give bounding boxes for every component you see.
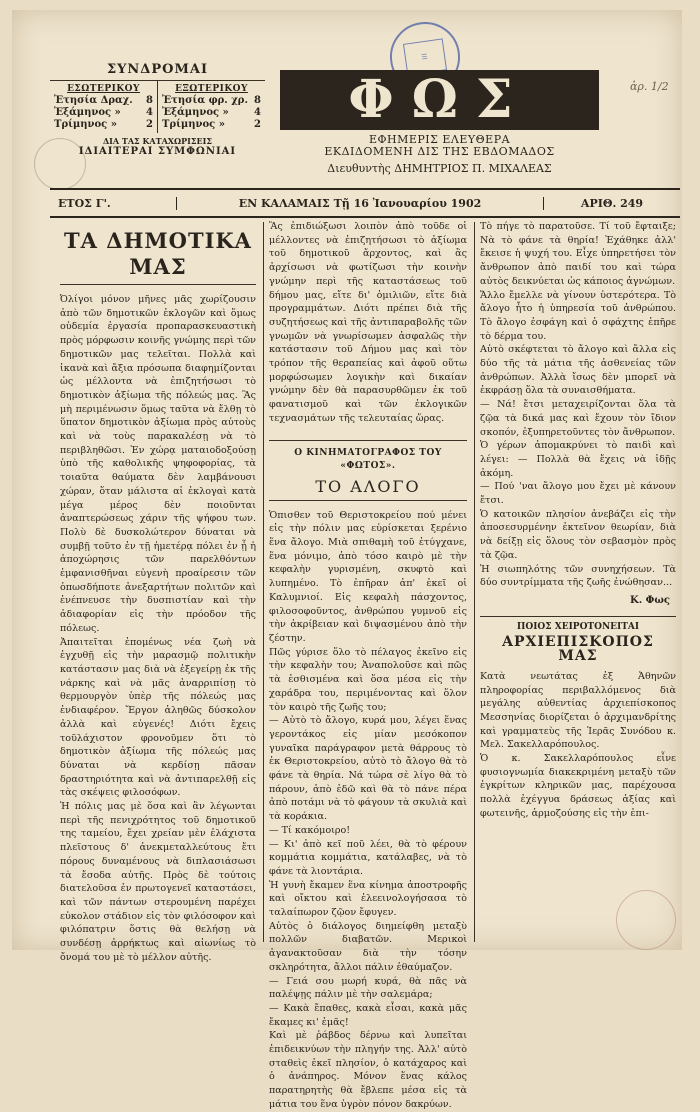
subscription-box — [50, 62, 265, 157]
book-icon: ☰ — [403, 38, 447, 75]
subscriptions-title: ΣΥΝΔΡΟΜΑΙ — [106, 62, 209, 77]
issue-number: ΑΡΙΘ. 249 — [580, 196, 644, 210]
issue-info-bar — [50, 188, 680, 218]
paragraph: Τὸ πήγε τὸ παρατοῦσε. Τί τοῦ ἔφταιξε; Νὰ τὸ φάνε τὰ θηρία! Ἐχάθηκε ἀλλ' ἔκεισε ἡ ψυχή του. Εἶχε ὑπηρετήσει τὸν ἄνθρωπον ἀπὸ παιδί του καὶ τώρα αὐτὸς δεικνύεται ὡς κάποιος ἀγνώμων. — [480, 221, 676, 287]
newspaper-title: ΦΩΣ — [282, 72, 597, 128]
special-terms: ΙΔΙΑΙΤΕΡΑΙ ΣΥΜΦΩΝΙΑΙ — [78, 146, 237, 157]
signature: Κ. Φως — [630, 594, 670, 606]
paragraph: Ὁ κ. Σακελλαρόπουλος εἶνε φυσιογνωμία διακεκριμένη μεταξὺ τῶν ἐγκρίτων κληρικῶν μας, παρέχουσα πολλὰ ἐχέγγυα δράσεως ἀξίας καὶ φωτεινῆς, ἁρμοζούσης εἰς τὴν ἐπι- — [480, 753, 676, 819]
paragraph: Ὁ κατοικῶν πλησίον ἀνεβάζει εἰς τὴν ἀποσεσυρμένην ἐκτεῖνον θεωρίαν, διὰ νὰ δείξῃ εἰς ὅλους τὸν σεβασμὸν πρὸς τὰ ζῷα. — [480, 508, 676, 561]
paragraph: Αὐτὸ σκέφτεται τὸ ἄλογο καὶ ἄλλα εἰς δύο τῆς τὰ μάτια τῆς ἀσθενείας τῶν ἀνθρώπων. Ἀλλὰ ἴσως δὲν μπορεῖ νὰ ἐκφράσῃ ὅλα τὰ συναισθήματα. — [480, 344, 676, 397]
year: ΕΤΟΣ Γ'. — [58, 196, 111, 210]
column-1 — [60, 220, 256, 964]
column-2 — [269, 220, 467, 1112]
column-3 — [480, 220, 676, 821]
paragraph: Ἡ πόλις μας μὲ ὅσα καὶ ἂν λέγωνται περὶ τῆς πενιχρότητος τοῦ δημοτικοῦ της ταμείου, ἔχει χρείαν μὲν ἐλάχιστα πλεῖστους δ' ἀνεκμεταλλεύτους ἔτι πόρους δυναμένους νὰ διπλασιάσωσι τὰ ἔσοδα αὐτῆς. Πρὸς δὲ τούτοις διατελοῦσα ἐν πρωτογενεῖ καταστάσει, καὶ τῶν πάντων στερουμένη παρέχει εὐκολον στάδιον εἰς τὸν φιλόσοφον καὶ φιλόπατριν ὅστις θὰ θελήσῃ νὰ συνδέσῃ ἀρρήκτως καὶ αἰωνίως τὸ ὄνομά του μὲ τὸ μέλλον αὐτῆς. — [60, 801, 256, 963]
rate-row: Τρίμηνος » 2 — [162, 119, 261, 130]
article-pretitle: ΠΟΙΟΣ ΧΕΙΡΟΤΟΝΕΙΤΑΙ — [480, 616, 676, 635]
paragraph: Πῶς γύρισε ὅλο τὸ πέλαγος ἐκεῖνο εἰς τὴν κεφαλὴν του; Ἀναπολοῦσε καὶ πῶς τὰ ἐσθισμένα καὶ ὅσα μέσα εἰς τὴν χαράδρα του, περιμένοντας καὶ ὅλον τὸν καιρὸ τῆς ζωῆς του; — [269, 646, 467, 713]
paragraph: Ὁ γέρων ἀπομακρύνει τὸ παιδὶ καὶ λέγει: — Πολλὰ θὰ ἔχεις νὰ ἰδῇς ἀκόμη. — [480, 440, 676, 479]
rate-row: Ἐτησία Δραχ. 8 — [54, 95, 153, 106]
newspaper-page — [12, 10, 682, 1110]
director-line: Διευθυντὴς ΔΗΜΗΤΡΙΟΣ Π. ΜΙΧΑΛΕΑΣ — [327, 162, 552, 175]
section-title: Ο ΚΙΝΗΜΑΤΟΓΡΑΦΟΣ ΤΟΥ «ΦΩΤΟΣ». — [269, 440, 467, 474]
paragraph: Ἡ σιωπηλότης τῶν συνηχήσεων. Τὰ δύο συντρίμματα τῆς ζωῆς ἐνώθησαν... — [480, 563, 676, 589]
paragraph: — Γειά σου μωρή κυρά, θὰ πᾶς νὰ παλέψῃς πάλιν μὲ τὴν σαλεμάρα; — [269, 975, 467, 1001]
rate-row: Τρίμηνος » 2 — [54, 119, 153, 130]
domestic-rates: ΕΣΩΤΕΡΙΚΟΥ Ἐτησία Δραχ. 8 Ἐξάμηνος » 4 Τρίμηνος » 2 — [54, 84, 153, 130]
ads-note: ΔΙΑ ΤΑΣ ΚΑΤΑΧΩΡΙΣΕΙΣ — [102, 136, 213, 146]
rate-row: Ἐτησία φρ. χρ. 8 — [162, 95, 261, 106]
paragraph: Καὶ μὲ ῥάβδος δέρνω καὶ λυπεῖται ἐπιδεικνύων τὴν πληγήν της. Ἀλλ' αὐτὸ σταθεὶς ἐκεῖ πλησίον, ὁ κατάχαρος καὶ ὁ ἀνάπηρος. Μόνον ἕνας κάλος παρατηρητὴς θὰ ἔβλεπε μέσα εἰς τὰ μάτια του ἕνα ὑγρὸν πόνον δακρύων. — [269, 1030, 467, 1110]
rate-row: Ἐξάμηνος » 4 — [162, 107, 261, 118]
paragraph: — Τί κακόμοιρο! — [269, 824, 351, 836]
newspaper-subtitle: ΕΦΗΜΕΡΙΣ ΕΛΕΥΘΕΡΑ ΕΚΔΙΔΟΜΕΝΗ ΔΙΣ ΤΗΣ ΕΒΔΟΜΑΔΟΣ — [324, 133, 555, 158]
paragraph: Ἂς ἐπιδιώξωσι λοιπὸν ἀπὸ τοῦδε οἱ μέλλοντες νὰ ἐπιζητήσωσι τὸ ἀξίωμα τοῦ δημοτικοῦ ἄρχοντος, καὶ ἂς ἀρχίσωσι νὰ φωτίζωσι τὴν κοινὴν γνώμην περὶ τῆς καταστάσεως τοῦ δήμου μας, εἴτε δι' ὁμιλιῶν, εἴτε διὰ προγραμμάτων. Διότι πρέπει διὰ τῆς συζητήσεως καὶ τῆς ἀντιπαραβολῆς τῶν γνωμῶν νὰ γνωρίσωμεν ἀσφαλῶς τὴν κατάστασιν τοῦ Δήμου μας καὶ τὸν τρόπον τῆς θεραπείας καὶ ἀφοῦ οὕτω μορφώσωμεν λογικὴν καὶ δικαίαν γνώμην δὲν θὰ παρασυρθῶμεν ἐκ τοῦ φανατισμοῦ καὶ τῶν ἐκλογικῶν τεχνασμάτων τῆς τελευταίας ὥρας. — [269, 221, 467, 424]
paragraph: — Αὐτὸ τὸ ἄλογο, κυρά μου, λέγει ἕνας γεροντάκος εἰς μίαν μεσόκοπον γυναῖκα παράγραφον μετὰ θάρρους τὸ ἐκ Θεριστοκρείου, αὐτὸ τὸ ἄλογο θὰ τὸ φάνε τὰ θηρία. Νά τώρα σὲ λίγο θὰ τὸ πάρουν, ἀπὸ ἐδῶ καὶ θὰ τὸ πάνε πέρα ἀπὸ ποτάμι νὰ τὸ φάγουν τὰ σκυλιὰ καὶ τὰ κοράκια. — [269, 715, 467, 823]
paragraph: — Κι' ἀπὸ κεῖ ποῦ λέει, θὰ τὸ φέρουν κομμάτια κομμάτια, κατάλαβες, νὰ τὸ φάνε τὰ λιοντάρια. — [269, 838, 467, 877]
paragraph: — Κακὰ ἔπαθες, κακὰ εἶσαι, κακὰ μᾶς ἔκαμες κι' ἐμᾶς! — [269, 1002, 467, 1028]
article-headline: ΤΟ ΑΛΟΓΟ — [269, 480, 467, 501]
paragraph: Ἡ γυνὴ ἔκαμεν ἕνα κίνημα ἀποστροφῆς καὶ οἴκτου καὶ ἐλεεινολογήσασα τὸ ταλαίπωρον ζῷον ἔφυγεν. — [269, 879, 467, 919]
paragraph: — Πού 'ναι ἄλογο μου ἔχει μὲ κάνουν ἔτσι. — [480, 481, 676, 507]
paragraph: Ἄλλο ἔμελλε νὰ γίνουν ὑστερότερα. Τὸ ἄλογο ἦτο ἡ ὑπηρεσία τοῦ ἀνθρώπου. Τὸ ἄλογο ἐσφάγη καὶ ὁ σφάχτης ἐπῆρε τὸ δέρμα του. — [480, 289, 676, 342]
paragraph: Αὐτὸς ὁ διάλογος διημείφθη μεταξὺ πολλῶν διαβατῶν. Μερικοὶ ἀγανακτοῦσαν διὰ τὴν τόσην σκληρότητα, ἄλλοι πάλιν ἐθαύμαζον. — [269, 920, 467, 973]
paragraph: Ὀλίγοι μόνον μῆνες μᾶς χωρίζουσιν ἀπὸ τῶν δημοτικῶν ἐκλογῶν καὶ ὅμως οὐδεμία ἐργασία προπαρασκευαστικὴ πρὸς μόρφωσιν κοινῆς γνώμης περὶ τῶν δημοτικῶν μας τελεῖται. Πολλὰ καὶ ἱκανὰ καὶ ἄξια πρόσωπα διαφημίζονται ὡς μέλλοντα νὰ ἐπιζητήσωσι τὸ δημοτικὸν ἀξίωμα τῆς πόλεώς μας. Ἂς μὴ περιμένωσιν ὅμως ταῦτα νὰ ἔλθῃ τὸ ὕπατον δημοτικὸν ἀξίωμα πρὸς αὐτοὺς καὶ νὰ τοὺς παρακαλέσῃ νὰ τὸ περιβληθῶσι. Ἐν χώρᾳ ματαιοδοξούσῃ ὑπὸ τῆς καθολικῆς ψηφοφορίας, τὰ τοιαῦτα θαύματα δὲν λαμβάνουσι χώραν, ὅταν μάλιστα αἱ ἐκλογαὶ κατὰ μέγα μέρος δὲν ποιοῦνται ἀναπτερώσεως χάριν τῆς ψήφου των. Πολὺ δὲ δυσκολώτερον δύναται νὰ συμβῇ τοῦτο ἐν τῇ ἡμετέρᾳ πόλει ἐν ᾗ ἡ ἀποχώρησις τῶν παρελθόντων ἐμφανισθῆναι εὐγενὴ προαίρεσιν τῶν ὁπωσδήποτε ἀνεξαρτήτων πολιτῶν καὶ ἐνέπνευσε τὴν δυσπιστίαν καὶ τὴν ἀδιαφορίαν εἰς τὴν πρόοδον τῆς πόλεως. — [60, 294, 256, 634]
paragraph: Ἀπαιτεῖται ἑπομένως νέα ζωὴ νὰ ἐγχυθῇ εἰς τὴν μαρασμῷ πολιτικὴν κατάστασιν μας διὰ νὰ ἐξεγείρῃ ἐκ τῆς νάρκης καὶ νὰ μᾶς ἀναρριπίσῃ τὸ θερμουργὸν ὑπὲρ τῆς πόλεώς μας ἐνδιαφέρον. Ἔργον ἀληθῶς δύσκολον ἀλλὰ καὶ εὐγενές! Διότι ἔχεις τοῦλάχιστον φρονοῦμεν ὅτι τὸ δημοτικὸν ἀξίωμα τῆς πόλεώς μας δύναται νὰ κερδίσῃ πᾶσαν δραστηριότητα καὶ νὰ ἀντιπαρελθῇ εἰς τὰς σκέψεις φιλοσόφων. — [60, 636, 256, 799]
paragraph: Κατὰ νεωτάτας ἐξ Ἀθηνῶν πληροφορίας περιβαλλόμενος διὰ μεγάλης αὐθεντίας ἀρχιεπίσκοπος Μεσσηνίας διορίζεται ὁ ἀρχιμανδρίτης καὶ γραμματεὺς τῆς Ἱερᾶς Συνόδου κ. Μελ. Σακελλαρόπουλος. — [480, 670, 676, 751]
place-date: ΕΝ ΚΑΛΑΜΑΙΣ Τῇ 16 Ἰανουαρίου 1902 — [176, 197, 544, 210]
column-divider — [263, 222, 264, 942]
rate-row: Ἐξάμηνος » 4 — [54, 107, 153, 118]
faded-stamp — [616, 890, 676, 950]
paragraph: — Νά! ἔτσι μεταχειρίζονται ὅλα τὰ ζῷα τὰ δικά μας καὶ ἔχουν τὸν ἴδιον σκοπόν, ἐξυπηρετοῦντες τὸν ἄνθρωπον. — [480, 399, 676, 438]
handwritten-note: ἀρ. 1/2 — [630, 80, 669, 93]
foreign-rates: ΕΞΩΤΕΡΙΚΟΥ Ἐτησία φρ. χρ. 8 Ἐξάμηνος » 4 Τρίμηνος » 2 — [157, 81, 265, 133]
article-headline: ΑΡΧΙΕΠΙΣΚΟΠΟΣ ΜΑΣ — [502, 634, 654, 665]
paragraph: Ὁπισθεν τοῦ Θεριστοκρείου πού μένει εἰς τὴν πόλιν μας εὑρίσκεται ξερένιο ἕνα ἄλογο. Μιὰ σπιθαμὴ τοῦ ἐτύγχανε, ἕνα μόνιμο, ἀπὸ τόσο καιρὸ μὲ τὴν κεφαλὴν γυρισμένη, σκυφτὸ καὶ λυπημένο. Τὸ ἐπῆραν ἀπ' ἐκεῖ οἱ Καλυμνιοί. Εἰς κεφαλὴ πάσχοντος, φιλοσοφοῦντος, ἀνθρώπου γυμνοῦ εἰς τὴν ἀκρίβειαν καὶ διψασμένου ἀπὸ τὴν ζέστην. — [269, 509, 467, 644]
column-divider — [474, 222, 475, 942]
article-headline: ΤΑ ΔΗΜΟΤΙΚΑ ΜΑΣ — [60, 228, 256, 285]
